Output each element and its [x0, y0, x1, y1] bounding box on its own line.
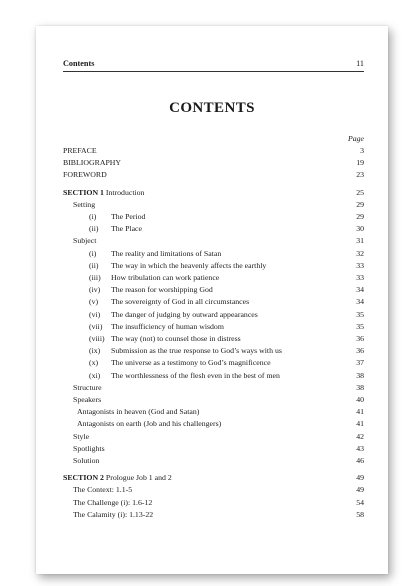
entry-text: Setting — [73, 199, 96, 209]
toc-entry — [63, 284, 364, 296]
toc-entry — [63, 321, 364, 333]
toc-page-number: 35 — [356, 309, 364, 319]
header-title: Contents — [63, 59, 95, 68]
entry-text: Introduction — [105, 187, 145, 197]
section-heading: SECTION 1 — [63, 187, 104, 197]
toc-entry — [63, 145, 364, 157]
toc-entry-label — [73, 235, 96, 247]
roman-numeral: (x) — [89, 358, 99, 368]
toc-page-number: 29 — [356, 199, 364, 209]
toc-entry-label — [77, 406, 199, 418]
toc-page-number: 46 — [356, 456, 364, 465]
toc-entry — [63, 211, 364, 223]
roman-numeral: (vii) — [89, 321, 103, 331]
entry-text: Submission as the true response to God’s ways with us — [111, 346, 282, 356]
roman-numeral: (i) — [89, 212, 97, 221]
entry-text: Antagonists in heaven (God and Satan) — [77, 407, 200, 417]
toc-page-number: 31 — [356, 236, 364, 246]
toc-page-number: 58 — [356, 509, 364, 519]
roman-numeral: (vi) — [89, 309, 101, 319]
toc-entry-label — [63, 169, 107, 181]
toc-entry — [63, 418, 364, 430]
entry-text: The way (not) to counsel those in distress — [111, 334, 241, 343]
toc-entry — [63, 272, 364, 284]
toc-page-number: 34 — [356, 297, 364, 307]
entry-text: The danger of judging by outward appearances — [111, 309, 258, 319]
toc-page-number: 49 — [356, 485, 364, 495]
toc-entry-label — [89, 321, 224, 333]
entry-text: The Period — [111, 212, 146, 221]
toc-page-number: 3 — [360, 146, 364, 155]
toc-entry-label — [63, 157, 121, 169]
toc-entry-label — [89, 272, 219, 284]
roman-numeral: (xi) — [89, 370, 101, 380]
toc-page-number: 23 — [356, 170, 364, 180]
toc-entry — [63, 248, 364, 260]
entry-text: Antagonists on earth (Job and his challengers) — [77, 419, 222, 429]
section-heading: SECTION 2 — [63, 473, 104, 483]
header-page-number: 11 — [356, 59, 364, 68]
toc-entry-label — [63, 187, 144, 199]
toc-entry — [63, 382, 364, 394]
toc-page-number: 37 — [356, 358, 364, 368]
page-column-label: Page — [347, 134, 364, 143]
toc-entry-label — [89, 260, 266, 272]
toc-entry-label — [77, 418, 221, 430]
toc-page-number: 29 — [356, 212, 364, 221]
toc-entry-label — [89, 345, 282, 357]
toc-entry — [63, 157, 364, 169]
roman-numeral: (ix) — [89, 346, 101, 356]
toc-entry-label — [89, 284, 213, 296]
entry-text: The universe as a testimony to God’s magnificence — [111, 358, 271, 368]
entry-text: PREFACE — [63, 146, 97, 155]
roman-numeral: (viii) — [89, 334, 105, 343]
toc-entry — [63, 187, 364, 199]
entry-text: The Context: 1.1-5 — [73, 485, 133, 495]
entry-text: The reality and limitations of Satan — [111, 248, 222, 258]
entry-text: Spotlights — [73, 443, 105, 453]
toc-entry — [63, 260, 364, 272]
entry-text: The insufficiency of human wisdom — [111, 321, 224, 331]
toc-page-number: 36 — [356, 334, 364, 343]
entry-text: Solution — [73, 456, 100, 465]
toc-entry — [63, 169, 364, 181]
toc-page-number: 40 — [356, 395, 364, 404]
toc-entry — [63, 431, 364, 443]
toc-page-number: 32 — [356, 248, 364, 258]
toc-entry — [63, 443, 364, 455]
toc-entry — [63, 235, 364, 247]
toc-entry-label — [89, 223, 142, 235]
entry-text: Subject — [73, 236, 97, 246]
toc-entry-label — [89, 211, 145, 223]
entry-text: The reason for worshipping God — [111, 285, 213, 295]
toc-entry-label — [73, 443, 105, 455]
toc-entry — [63, 484, 364, 496]
toc-page-number: 33 — [356, 273, 364, 282]
toc-page-number: 41 — [356, 419, 364, 429]
entry-text: Speakers — [73, 395, 102, 404]
toc-entry — [63, 199, 364, 211]
toc-entry — [63, 345, 364, 357]
toc-entry — [63, 333, 364, 345]
toc-entry-label — [89, 370, 280, 382]
roman-numeral: (iii) — [89, 273, 101, 282]
toc-entry — [63, 357, 364, 369]
toc-entry — [63, 370, 364, 382]
roman-numeral: (v) — [89, 297, 99, 307]
page-title: CONTENTS — [169, 100, 255, 116]
entry-text: BIBLIOGRAPHY — [63, 158, 122, 168]
toc-entry-label — [73, 509, 153, 521]
entry-text: The Challenge (i): 1.6-12 — [73, 497, 153, 507]
entry-text: How tribulation can work patience — [111, 273, 220, 282]
entry-text: The Calamity (i): 1.13-22 — [73, 509, 154, 519]
toc-page-number: 34 — [356, 285, 364, 295]
entry-text: Structure — [73, 382, 102, 392]
toc-entry-label — [89, 296, 249, 308]
entry-text: Prologue Job 1 and 2 — [105, 473, 172, 483]
toc-entry-label — [73, 484, 132, 496]
toc-page-number: 54 — [356, 497, 364, 507]
toc-page-number: 25 — [356, 187, 364, 197]
toc-entry-label — [73, 394, 101, 406]
toc-entry-label — [63, 472, 172, 484]
toc-page-number: 49 — [356, 473, 364, 483]
roman-numeral: (ii) — [89, 224, 99, 234]
toc-page-number: 36 — [356, 346, 364, 356]
toc-page-number: 30 — [356, 224, 364, 234]
toc-page-number: 33 — [356, 260, 364, 270]
toc-entry — [63, 309, 364, 321]
toc-entry — [63, 455, 364, 467]
toc-page-number: 19 — [356, 158, 364, 168]
toc-page-number: 43 — [356, 443, 364, 453]
entry-text: The sovereignty of God in all circumstances — [111, 297, 250, 307]
entry-text: The way in which the heavenly affects the earthly — [111, 260, 267, 270]
toc-entry — [63, 394, 364, 406]
toc-entry-label — [89, 333, 241, 345]
toc-entry-label — [89, 248, 221, 260]
roman-numeral: (iv) — [89, 285, 101, 295]
toc-page-number: 38 — [356, 370, 364, 380]
toc-entry — [63, 472, 364, 484]
roman-numeral: (i) — [89, 248, 97, 258]
entry-text: The worthlessness of the flesh even in the best of men — [111, 370, 280, 380]
toc-entry-label — [73, 431, 89, 443]
toc-entry — [63, 296, 364, 308]
toc-entry-label — [89, 357, 271, 369]
toc-page-number: 35 — [356, 321, 364, 331]
toc-entry — [63, 406, 364, 418]
entry-text: Style — [73, 431, 90, 441]
toc-entry — [63, 497, 364, 509]
entry-text: The Place — [111, 224, 142, 234]
roman-numeral: (ii) — [89, 260, 99, 270]
toc-entry-label — [63, 145, 97, 157]
toc-entry-label — [73, 382, 102, 394]
toc-entry-label — [89, 309, 258, 321]
toc-page-number: 41 — [356, 407, 364, 417]
running-header — [63, 59, 364, 72]
toc-entry — [63, 223, 364, 235]
toc-page-number: 42 — [356, 431, 364, 441]
book-page — [36, 26, 388, 574]
toc-entry-label — [73, 497, 152, 509]
entry-text: FOREWORD — [63, 170, 107, 180]
toc-page-number: 38 — [356, 382, 364, 392]
toc-entry — [63, 509, 364, 521]
toc-entry-label — [73, 199, 95, 211]
toc-entry-label — [73, 455, 99, 467]
